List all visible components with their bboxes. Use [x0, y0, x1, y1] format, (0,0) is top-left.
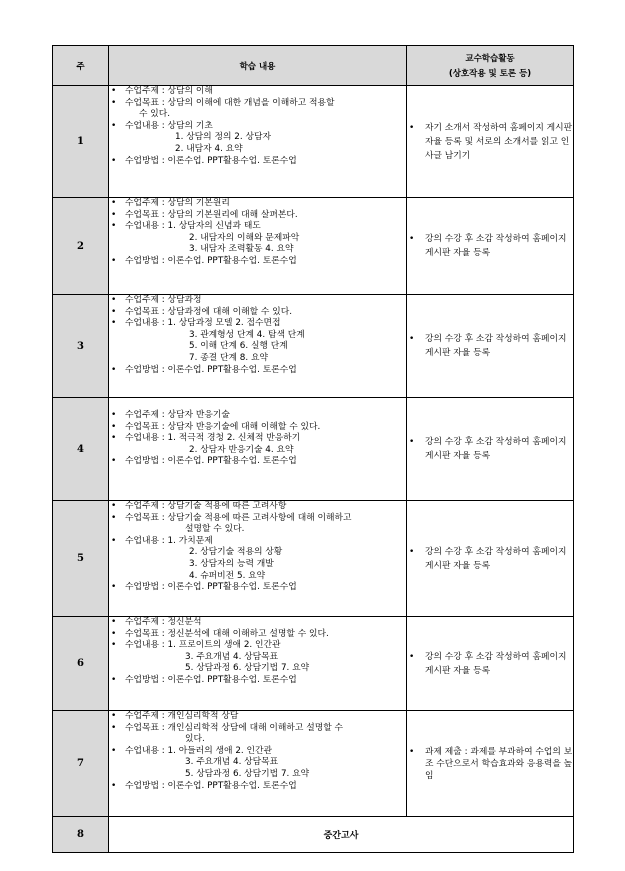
- class-content-item: 5. 상담과정 6. 상담기법 7. 요약: [185, 663, 310, 674]
- week-row-2: [53, 198, 574, 295]
- week-number: 8: [53, 817, 109, 853]
- class-content-item: 3. 내담자 조력활동 4. 요약: [189, 244, 294, 255]
- midterm-exam-label: 중간고사: [109, 817, 574, 853]
- class-content-item: 4. 슈퍼비전 5. 요약: [189, 570, 266, 581]
- class-goal: • 수업목표 : 상담기술 적용에 따른 고려사항에 대해 이해하고: [109, 513, 406, 525]
- class-content-item: 3. 관계형성 단계 4. 탐색 단계: [189, 329, 305, 340]
- class-method: • 수업방법 : 이론수업. PPT활용수업. 토론수업: [109, 256, 406, 268]
- class-topic: • 수업주제 : 상담의 이해: [109, 86, 406, 98]
- activity-text: • 강의 수강 후 소감 작성하여 홈페이지 게시판 자율 등록: [407, 545, 573, 573]
- exam-row: [53, 817, 574, 853]
- week-number: 7: [53, 711, 109, 817]
- week-content: [109, 86, 407, 198]
- week-row-6: [53, 617, 574, 711]
- class-content-item: 3. 주요개념 4. 상담목표: [185, 757, 279, 768]
- week-row-7: [53, 711, 574, 817]
- activity-text: • 강의 수강 후 소감 작성하여 홈페이지 게시판 자율 등록: [407, 332, 573, 360]
- class-content: • 수업내용 : 1. 적극적 경청 2. 신체적 반응하기: [109, 433, 406, 445]
- week-number: 2: [53, 198, 109, 295]
- week-activity: [407, 501, 574, 617]
- activity-text: • 강의 수강 후 소감 작성하여 홈페이지 게시판 자율 등록: [407, 232, 573, 260]
- week-content: [109, 198, 407, 295]
- class-goal-cont: 수 있다.: [139, 109, 171, 120]
- class-content: • 수업내용 : 1. 상담과정 모델 2. 접수면접: [109, 318, 406, 330]
- week-row-1: [53, 86, 574, 198]
- week-content: [109, 398, 407, 501]
- class-content-item: 7. 종결 단계 8. 요약: [189, 352, 268, 363]
- week-activity: [407, 295, 574, 398]
- class-method: • 수업방법 : 이론수업. PPT활용수업. 토론수업: [109, 781, 406, 793]
- week-activity: [407, 617, 574, 711]
- week-content: [109, 501, 407, 617]
- week-row-4: [53, 398, 574, 501]
- class-content-item: 2. 상담자 반응기술 4. 요약: [189, 444, 294, 455]
- header-row: [53, 46, 574, 86]
- class-content-item: 3. 주요개념 4. 상담목표: [185, 651, 279, 662]
- class-content: • 수업내용 : 1. 아들러의 생애 2. 인간관: [109, 746, 406, 758]
- header-content: 학습 내용: [109, 46, 407, 86]
- class-method: • 수업방법 : 이론수업. PPT활용수업. 토론수업: [109, 156, 406, 168]
- class-topic: • 수업주제 : 상담자 반응기술: [109, 410, 406, 422]
- class-topic: • 수업주제 : 개인심리학적 상담: [109, 711, 406, 723]
- class-method: • 수업방법 : 이론수업. PPT활용수업. 토론수업: [109, 365, 406, 377]
- activity-text: • 강의 수강 후 소감 작성하여 홈페이지 게시판 자율 등록: [407, 650, 573, 678]
- class-goal: • 수업목표 : 개인심리학적 상담에 대해 이해하고 설명할 수: [109, 723, 406, 735]
- class-topic: • 수업주제 : 상담과정: [109, 295, 406, 307]
- class-content-item: 2. 내담자 4. 요약: [175, 143, 243, 154]
- syllabus-table: [52, 45, 574, 853]
- week-content: [109, 295, 407, 398]
- week-activity: [407, 86, 574, 198]
- week-content: [109, 617, 407, 711]
- class-content-item: 5. 이해 단계 6. 실행 단계: [189, 341, 288, 352]
- class-content-item: 2. 내담자의 이해와 문제파악: [189, 232, 300, 243]
- week-content: [109, 711, 407, 817]
- class-goal: • 수업목표 : 상담과정에 대해 이해할 수 있다.: [109, 307, 406, 319]
- week-row-5: [53, 501, 574, 617]
- class-topic: • 수업주제 : 상담기술 적용에 따른 고려사항: [109, 501, 406, 513]
- week-number: 3: [53, 295, 109, 398]
- header-activity-subtitle: (상호작용 및 토론 등): [448, 69, 532, 79]
- class-goal: • 수업목표 : 상담의 이해에 대한 개념을 이해하고 적용할: [109, 98, 406, 110]
- week-activity: [407, 398, 574, 501]
- class-content-item: 1. 상담의 정의 2. 상담자: [175, 132, 271, 143]
- week-number: 1: [53, 86, 109, 198]
- class-topic: • 수업주제 : 정신분석: [109, 617, 406, 629]
- class-goal: • 수업목표 : 상담의 기본원리에 대해 살펴본다.: [109, 210, 406, 222]
- activity-text: • 과제 제출 : 과제를 부과하여 수업의 보조 수단으로서 학습효과와 응용력을 높임: [407, 746, 573, 782]
- header-week: 주: [53, 46, 109, 86]
- class-goal: • 수업목표 : 정신분석에 대해 이해하고 설명할 수 있다.: [109, 629, 406, 641]
- week-activity: [407, 198, 574, 295]
- class-method: • 수업방법 : 이론수업. PPT활용수업. 토론수업: [109, 456, 406, 468]
- class-goal-cont: 있다.: [185, 734, 205, 745]
- week-number: 5: [53, 501, 109, 617]
- activity-text: • 강의 수강 후 소감 작성하여 홈페이지 게시판 자율 등록: [407, 435, 573, 463]
- class-goal: • 수업목표 : 상담자 반응기술에 대해 이해할 수 있다.: [109, 422, 406, 434]
- class-goal-cont: 설명할 수 있다.: [185, 524, 245, 535]
- class-content-item: 2. 상담기술 적용의 상황: [189, 547, 283, 558]
- week-number: 6: [53, 617, 109, 711]
- header-activity: [407, 46, 574, 86]
- class-content-item: 5. 상담과정 6. 상담기법 7. 요약: [185, 768, 310, 779]
- week-row-3: [53, 295, 574, 398]
- week-activity: [407, 711, 574, 817]
- class-method: • 수업방법 : 이론수업. PPT활용수업. 토론수업: [109, 675, 406, 687]
- class-content: • 수업내용 : 1. 상담자의 신념과 태도: [109, 221, 406, 233]
- class-content: • 수업내용 : 상담의 기초: [109, 121, 406, 133]
- header-activity-title: 교수학습활동: [465, 54, 515, 64]
- class-content-item: 3. 상담자의 능력 개발: [189, 558, 274, 569]
- class-topic: • 수업주제 : 상담의 기본원리: [109, 198, 406, 210]
- week-number: 4: [53, 398, 109, 501]
- class-content: • 수업내용 : 1. 가치문제: [109, 536, 406, 548]
- class-content: • 수업내용 : 1. 프로이트의 생애 2. 인간관: [109, 640, 406, 652]
- activity-text: • 자기 소개서 작성하여 홈페이지 게시판 자율 등록 및 서로의 소개서를 읽고 인사글 남기기: [407, 121, 573, 163]
- class-method: • 수업방법 : 이론수업. PPT활용수업. 토론수업: [109, 582, 406, 594]
